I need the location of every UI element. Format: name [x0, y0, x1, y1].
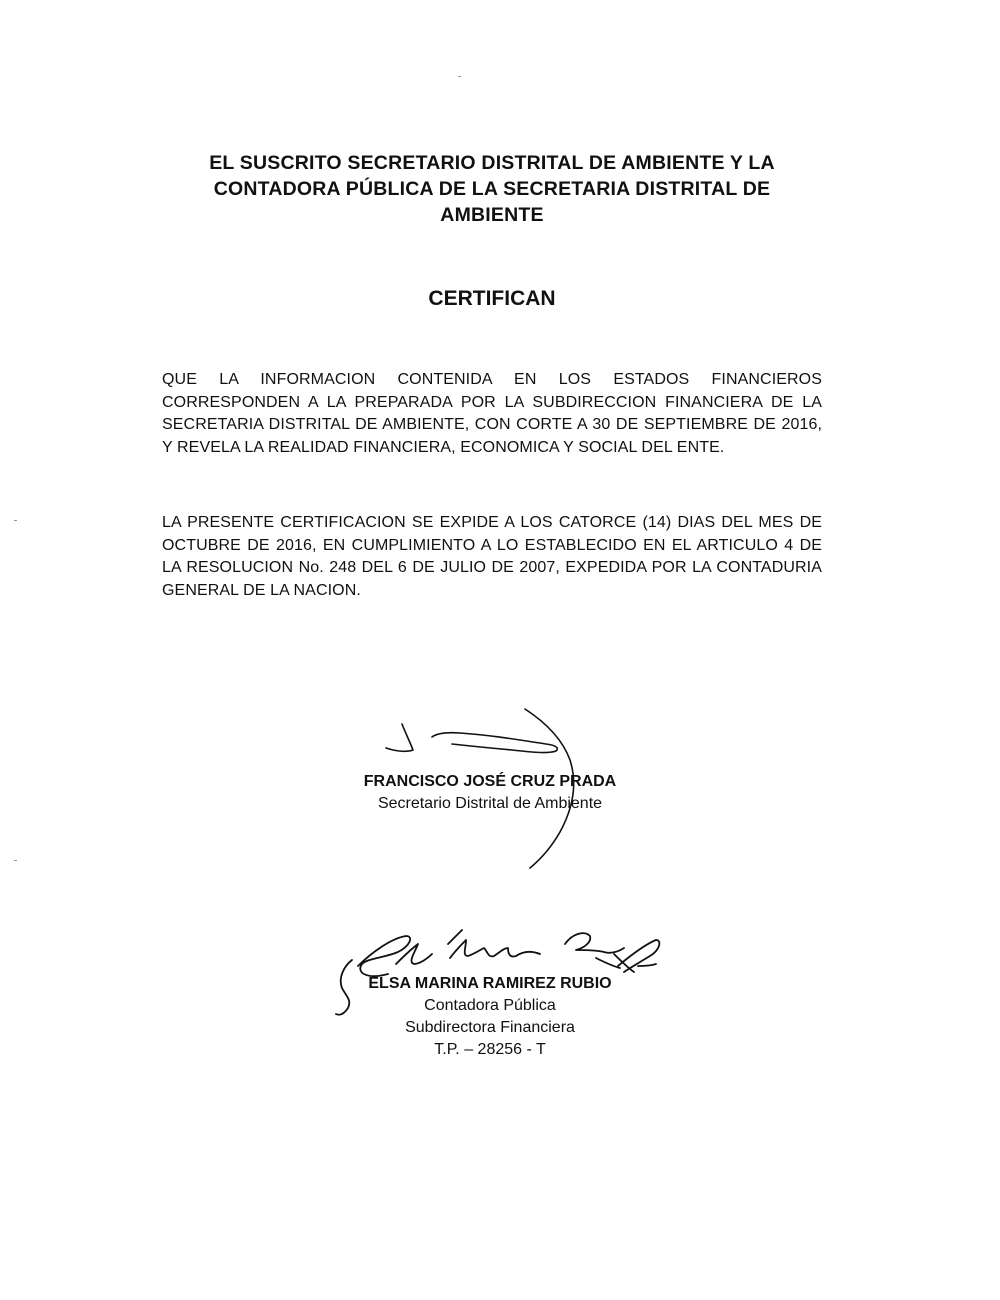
- scan-speck: [14, 860, 17, 861]
- document-header: [170, 150, 814, 228]
- signatory-name: ELSA MARINA RAMIREZ RUBIO: [368, 975, 612, 992]
- professional-card-number: T.P. – 28256 - T: [434, 1041, 546, 1058]
- signatory-title: Secretario Distrital de Ambiente: [377, 795, 603, 812]
- scan-speck: [458, 76, 461, 77]
- document-title: CERTIFICAN: [428, 287, 556, 310]
- signatory-title: Contadora Pública: [424, 997, 556, 1014]
- header-line-3: AMBIENTE: [440, 204, 544, 226]
- signatory-role: Subdirectora Financiera: [405, 1019, 575, 1036]
- signatory-name: FRANCISCO JOSÉ CRUZ PRADA: [363, 773, 617, 790]
- signature-block-secretary: [340, 771, 640, 815]
- scan-speck: [14, 520, 17, 521]
- certification-paragraph: QUE LA INFORMACION CONTENIDA EN LOS ESTADOS FINANCIEROS CORRESPONDEN A LA PREPARADA POR LA SUBDIRECCION FINANCIERA DE LA SECRETARIA DISTRITAL DE AMBIENTE, CON CORTE A 30 DE SEPTIEMBRE DE 2016, Y REVELA LA REALIDAD FINANCIERA, ECONOMICA Y SOCIAL DEL ENTE.: [162, 371, 822, 456]
- header-line-2: CONTADORA PÚBLICA DE LA SECRETARIA DISTRITAL DE: [213, 178, 771, 200]
- signature-block-accountant: [340, 973, 640, 1061]
- issuance-paragraph: LA PRESENTE CERTIFICACION SE EXPIDE A LOS CATORCE (14) DIAS DEL MES DE OCTUBRE DE 2016, EN CUMPLIMIENTO A LO ESTABLECIDO EN EL ARTICULO 4 DE LA RESOLUCION No. 248 DEL 6 DE JULIO DE 2007, EXPEDIDA POR LA CONTADURIA GENERAL DE LA NACION.: [162, 514, 822, 599]
- header-line-1: EL SUSCRITO SECRETARIO DISTRITAL DE AMBIENTE Y LA: [209, 152, 775, 174]
